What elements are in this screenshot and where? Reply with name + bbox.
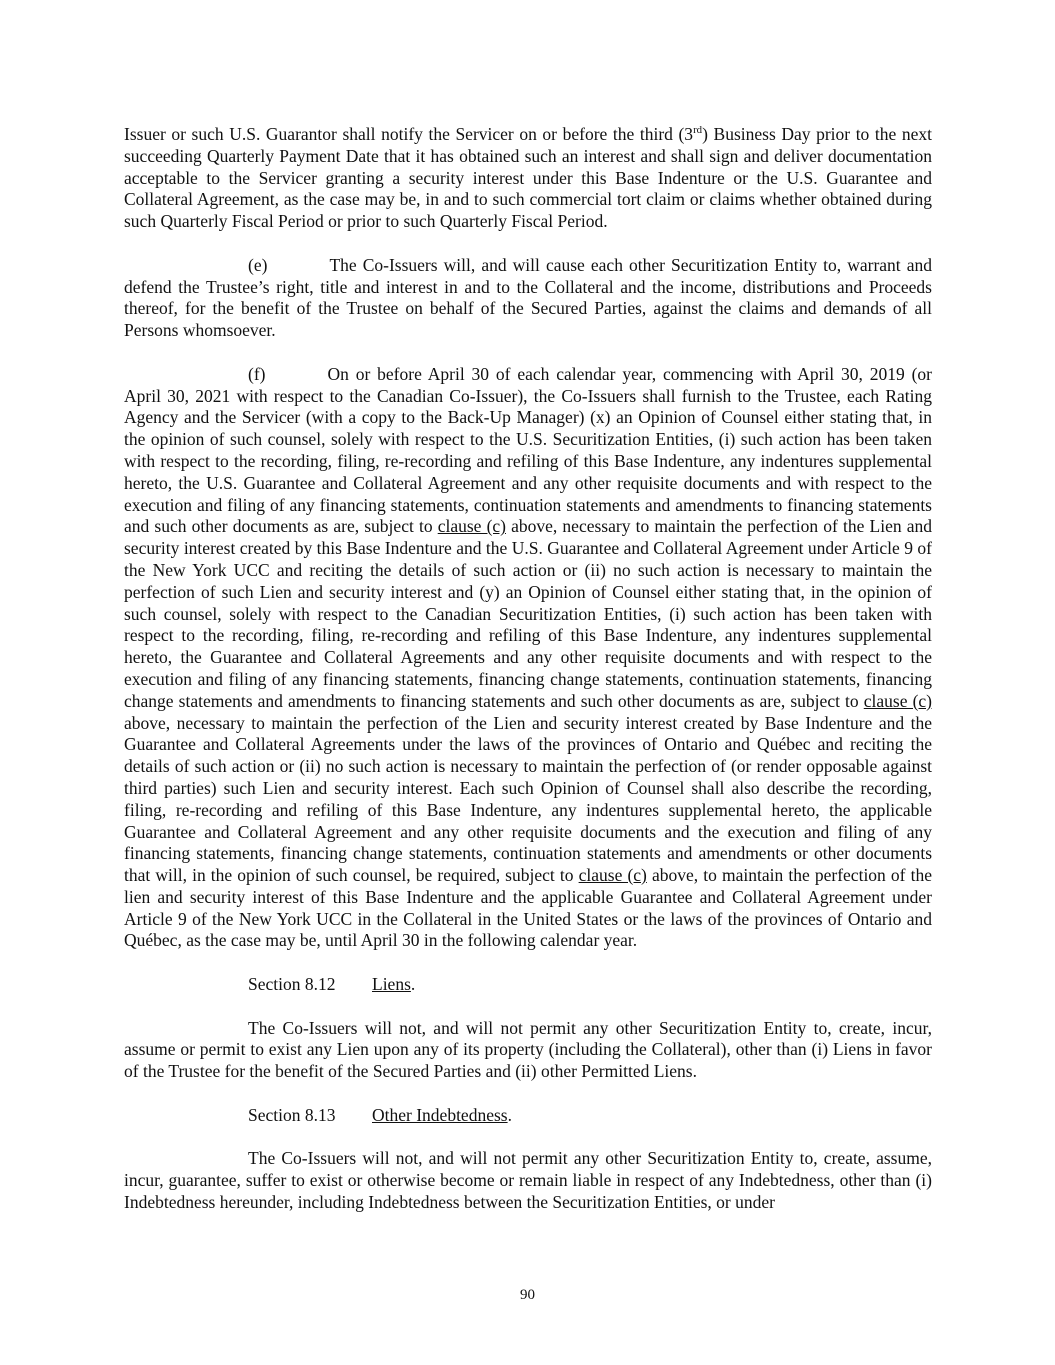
paragraph-text: above, necessary to maintain the perfection of the Lien and security interest created by Base Indenture and the Guarantee and Collateral Agreements under the laws of the provinces of Ontario and Québec and reciting the details of such action or (ii) no such action is necessary to maintain the perfection of (or render opposable against third parties) such Lien and security interest. Each such Opinion of Counsel shall also describe the recording, filing, re-recording and refiling of this Base Indenture, any indentures supplemental hereto, the applicable Guarantee and Collateral Agreement and any other requisite documents and the execution and filing of any financing statements, financing change statements, continuation statements and amendments or other documents that will, in the opinion of such counsel, be required, subject to bbox=[124, 712, 932, 886]
section-title: Other Indebtedness bbox=[372, 1104, 508, 1125]
paragraph-e bbox=[124, 255, 932, 342]
paragraph-text: Issuer or such U.S. Guarantor shall notify the Servicer on or before the third (3 bbox=[124, 124, 694, 144]
paragraph-text: The Co-Issuers will, and will cause each other Securitization Entity to, warrant and defend the Trustee’s right, title and interest in and to the Collateral and the income, distributions and Proceeds thereof, for the benefit of the Trustee on behalf of the Secured Parties, against the claims and demands of all Persons whomsoever. bbox=[124, 254, 932, 341]
page-number: 90 bbox=[520, 1287, 535, 1303]
section-number: Section 8.13 bbox=[248, 1104, 336, 1125]
clause-reference: clause (c) bbox=[863, 690, 932, 711]
section-title-period: . bbox=[507, 1104, 512, 1125]
section-8-12-text bbox=[124, 1018, 932, 1083]
section-title-period: . bbox=[410, 974, 416, 995]
paragraph-text: The Co-Issuers will not, and will not permit any other Securitization Entity to, create, assume, incur, guarantee, suffer to exist or otherwise become or remain liable in respect of any Indebtedness, other than (i) Indebtedness hereunder, including Indebtedness between the Securitization Entities, or under bbox=[124, 1148, 932, 1213]
clause-reference: clause (c) bbox=[437, 516, 506, 537]
paragraph-text: On or before April 30 of each calendar year, commencing with April 30, 2019 (or April 30, 2021 with respect to the Canadian Co-Issuer), the Co-Issuers shall furnish to the Trustee, each Rating Agency and the Servicer (with a copy to the Back-Up Manager) (x) an Opinion of Counsel either stating that, in the opinion of such counsel, solely with respect to the U.S. Securitization Entities, (i) such action has been taken with respect to the recording, filing, re-recording and refiling of this Base Indenture, any indentures supplemental hereto, the U.S. Guarantee and Collateral Agreement and any other requisite documents and with respect to the execution and filing of any financing statements, continuation statements and amendments to financing statements and such other documents as are, subject to bbox=[124, 363, 932, 537]
section-heading-8-12 bbox=[124, 974, 932, 996]
section-title: Liens bbox=[372, 974, 411, 995]
section-number: Section 8.12 bbox=[248, 974, 336, 995]
clause-label: (f) bbox=[248, 363, 266, 384]
paragraph-text: above, necessary to maintain the perfection of the Lien and security interest created by this Base Indenture and the U.S. Guarantee and Collateral Agreement under Article 9 of the New York UCC and reciting the details of such action or (ii) no such action is necessary to maintain the perfection of such Lien and security interest and (y) an Opinion of Counsel either stating that, in the opinion of such counsel, solely with respect to the Canadian Securitization Entities, (i) such action has been taken with respect to the recording, filing, re-recording and refiling of this Base Indenture, any indentures supplemental hereto, the Guarantee and Collateral Agreements and any other requisite documents and with respect to the execution and filing of any financing statements, financing change statements, continuation statements, financing change statements and amendments to financing statements and such other documents as are, subject to bbox=[124, 516, 932, 711]
document-body bbox=[124, 124, 932, 1236]
paragraph-continuation bbox=[124, 124, 932, 233]
paragraph-text: above, to maintain the perfection of the lien and security interest of this Base Indenture and the applicable Guarantee and Collateral Agreement under Article 9 of the New York UCC in the Collateral in the United States or the laws of the provinces of Ontario and Québec, as the case may be, until April 30 in the following calendar year. bbox=[124, 865, 932, 951]
section-8-13-text bbox=[124, 1148, 932, 1213]
paragraph-text: ) Business Day prior to the next succeeding Quarterly Payment Date that it has obtained such an interest and shall sign and deliver documentation acceptable to the Servicer granting a security interest under this Base Indenture or the U.S. Guarantee and Collateral Agreement, as the case may be, in and to such commercial tort claim or claims whether obtained during such Quarterly Fiscal Period or prior to such Quarterly Fiscal Period. bbox=[124, 124, 932, 232]
paragraph-text: The Co-Issuers will not, and will not permit any other Securitization Entity to, create, incur, assume or permit to exist any Lien upon any of its property (including the Collateral), other than (i) Liens in favor of the Trustee for the benefit of the Secured Parties and (ii) other Permitted Liens. bbox=[124, 1017, 932, 1082]
paragraph-f bbox=[124, 364, 932, 953]
clause-label: (e) bbox=[248, 254, 268, 275]
superscript-ordinal: rd bbox=[693, 124, 703, 137]
clause-reference: clause (c) bbox=[578, 865, 647, 886]
section-heading-8-13 bbox=[124, 1105, 932, 1127]
